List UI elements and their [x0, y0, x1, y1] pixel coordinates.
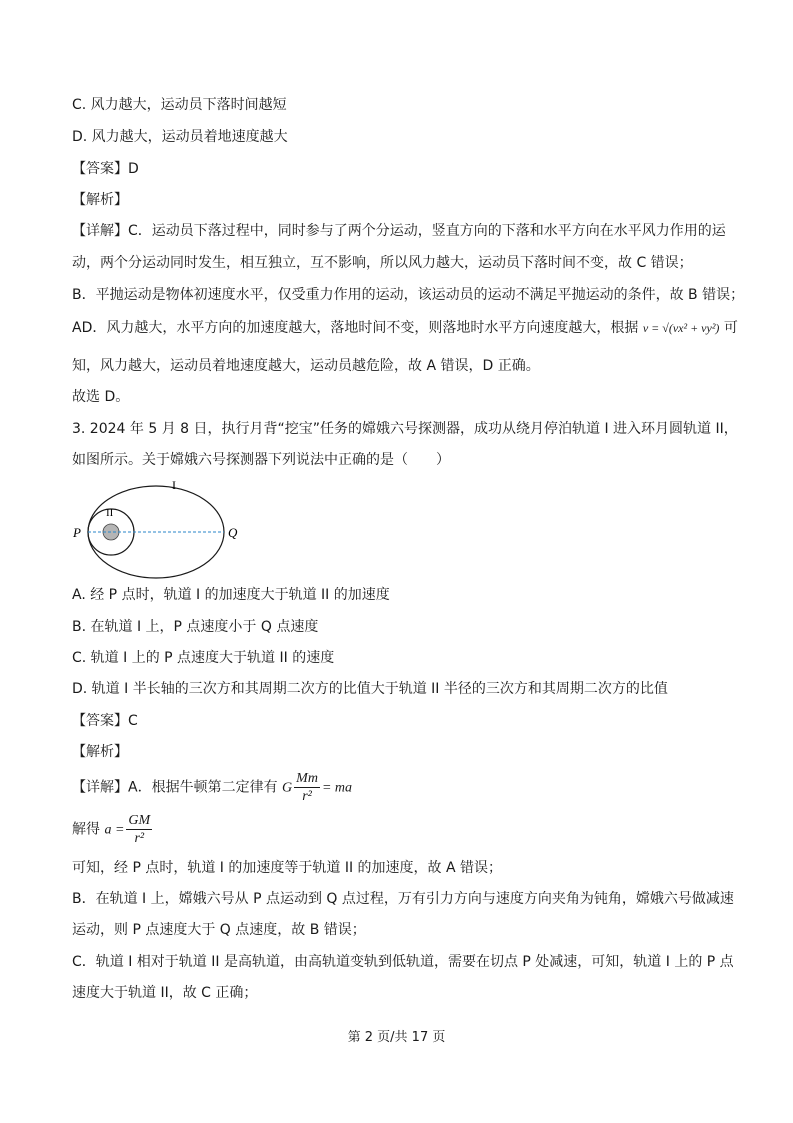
detail-line: 速度大于轨道 II，故 C 正确；	[72, 985, 258, 1001]
option-a: A. 经 P 点时，轨道 I 的加速度大于轨道 II 的加速度	[72, 587, 390, 603]
detail-line-with-formula	[72, 770, 352, 805]
detail-line: 动，两个分运动同时发生，相互独立，互不影响，所以风力越大，运动员下落时间不变，故 C 错误；	[72, 255, 693, 271]
option-b: B. 在轨道 I 上，P 点速度小于 Q 点速度	[72, 619, 319, 635]
question-3-stem: 3. 2024 年 5 月 8 日，执行月背“挖宝”任务的嫦娥六号探测器，成功从绕月停泊轨道 I 进入环月圆轨道 II，	[72, 421, 738, 437]
velocity-formula: v = √(vx² + vy²)	[642, 321, 720, 335]
detail-line-with-formula	[72, 812, 154, 847]
label-q: Q	[228, 525, 238, 540]
detail-line: 可知，经 P 点时，轨道 I 的加速度等于轨道 II 的加速度，故 A 错误；	[72, 860, 503, 876]
detail-text: 【详解】A．根据牛顿第二定律有	[72, 779, 278, 796]
newton-fraction	[294, 770, 320, 805]
conclusion: 故选 D。	[72, 389, 130, 405]
formula-rhs: = ma	[321, 780, 352, 796]
formula-lhs: a =	[104, 822, 125, 838]
analysis-label: 【解析】	[72, 192, 128, 208]
option-d: D. 风力越大，运动员着地速度越大	[72, 129, 288, 145]
option-d: D. 轨道 I 半长轴的三次方和其周期二次方的比值大于轨道 II 半径的三次方和其周期二次方的比值	[72, 681, 668, 697]
analysis-label: 【解析】	[72, 744, 128, 760]
question-3-stem: 如图所示。关于嫦娥六号探测器下列说法中正确的是（ ）	[72, 452, 450, 468]
detail-text: 解得	[72, 821, 100, 838]
accel-fraction	[126, 812, 152, 847]
detail-line: 知，风力越大，运动员着地速度越大，运动员越危险，故 A 错误，D 正确。	[72, 358, 540, 374]
detail-line: B．平抛运动是物体初速度水平，仅受重力作用的运动，该运动员的运动不满足平抛运动的条件，故 B 错误；	[72, 287, 745, 303]
answer-label: 【答案】D	[72, 161, 139, 177]
detail-line: C．轨道 I 相对于轨道 II 是高轨道，由高轨道变轨到低轨道，需要在切点 P 处减速，可知，轨道 I 上的 P 点	[72, 954, 734, 970]
fraction-denominator: r²	[134, 831, 145, 846]
label-ii: II	[106, 507, 114, 519]
label-p: P	[73, 525, 81, 540]
option-c: C. 风力越大，运动员下落时间越短	[72, 97, 287, 113]
fraction-numerator: GM	[128, 813, 151, 828]
fraction-numerator: Mm	[296, 771, 318, 786]
answer-label: 【答案】C	[72, 713, 138, 729]
label-i: I	[172, 478, 176, 492]
formula-g: G	[282, 780, 293, 796]
option-c: C. 轨道 I 上的 P 点速度大于轨道 II 的速度	[72, 650, 335, 666]
orbit-diagram	[66, 475, 246, 587]
detail-text: AD．风力越大，水平方向的加速度越大，落地时间不变，则落地时水平方向速度越大，根据	[72, 320, 639, 336]
detail-text: 可	[723, 320, 738, 336]
detail-line: 【详解】C．运动员下落过程中，同时参与了两个分运动，竖直方向的下落和水平方向在水平风力作用的运	[72, 223, 726, 239]
page-footer: 第 2 页/共 17 页	[347, 1030, 446, 1045]
detail-line-with-formula	[72, 318, 738, 338]
fraction-denominator: r²	[302, 789, 312, 804]
detail-line: B．在轨道 I 上，嫦娥六号从 P 点运动到 Q 点过程，万有引力方向与速度方向夹角为钝角，嫦娥六号做减速	[72, 891, 734, 907]
detail-line: 运动，则 P 点速度大于 Q 点速度，故 B 错误；	[72, 922, 366, 938]
